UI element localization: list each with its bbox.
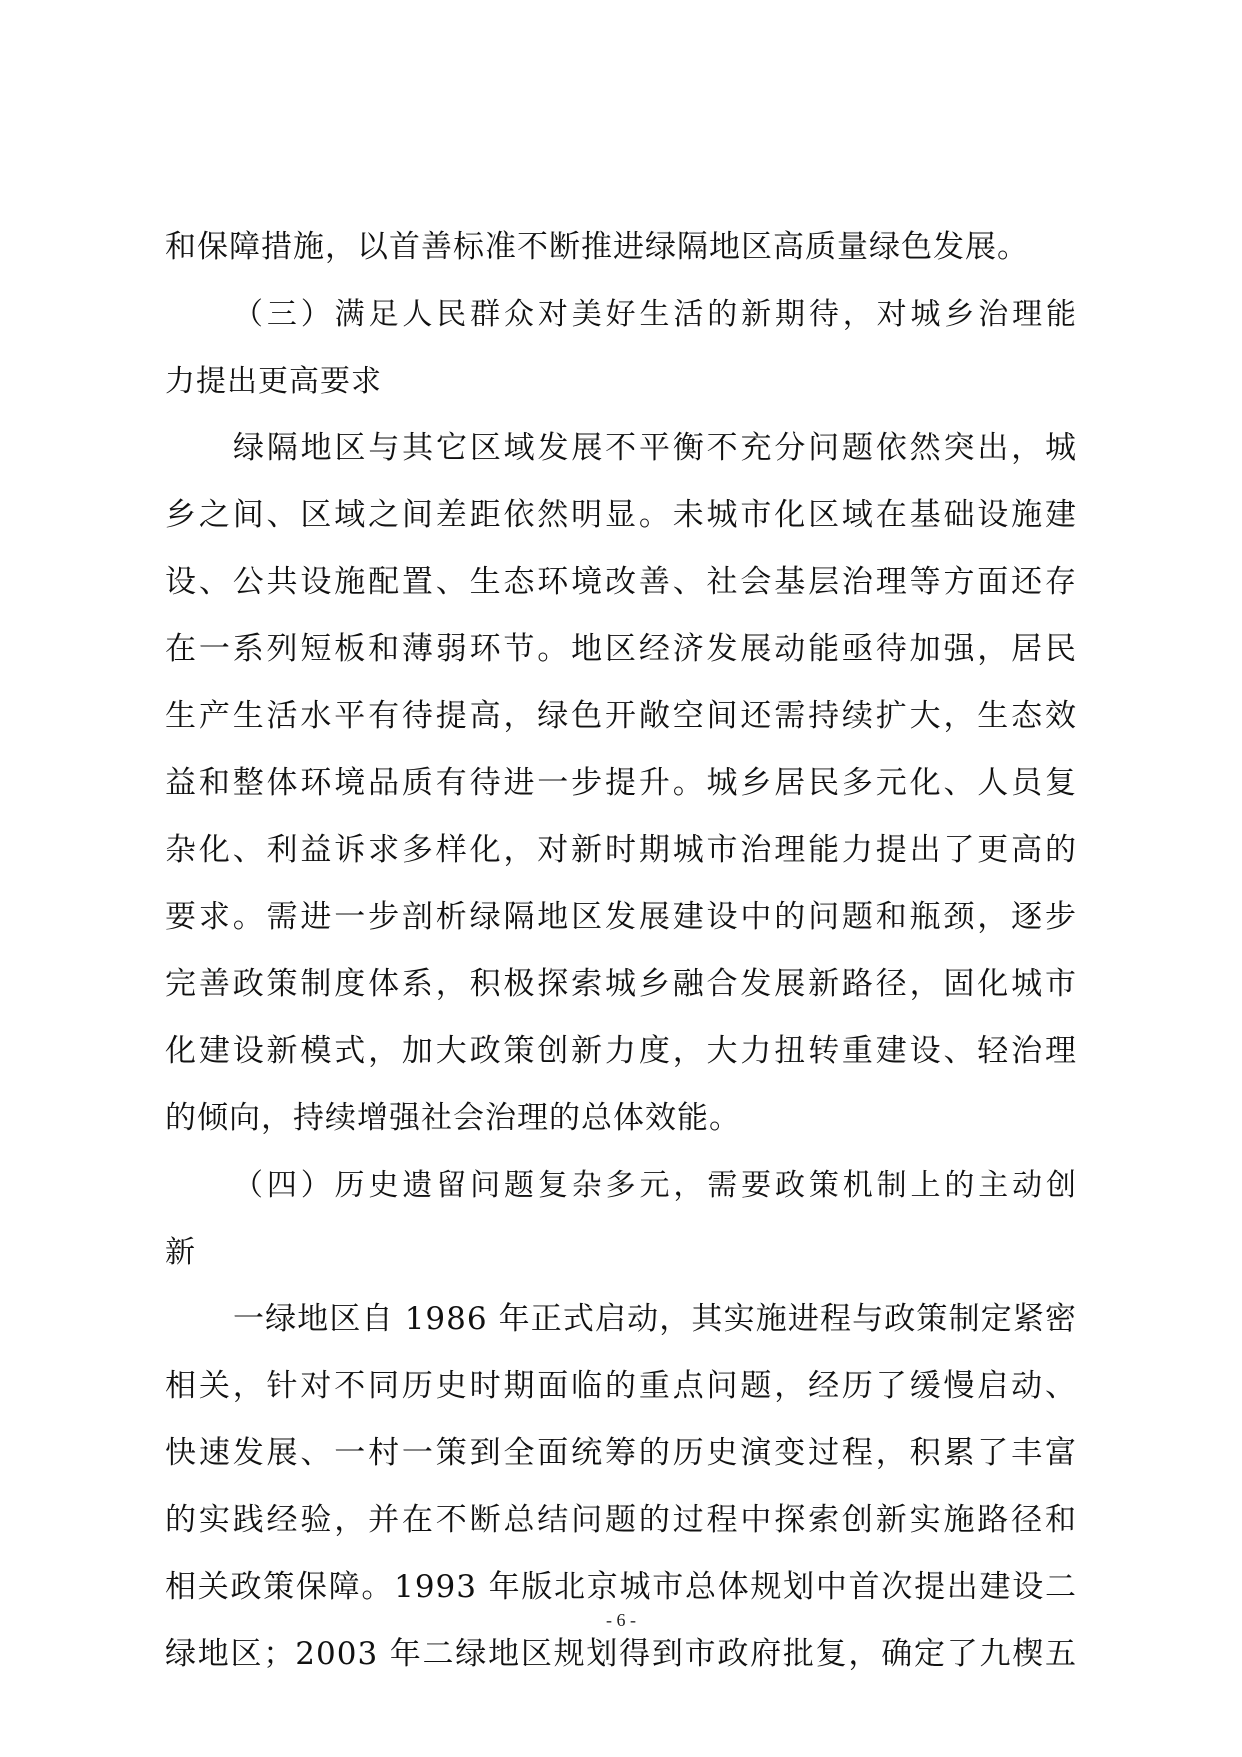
page-number: - 6 -	[606, 1610, 636, 1630]
paragraph-line: 快速发展、一村一策到全面统筹的历史演变过程，积累了丰富	[165, 1435, 1077, 1471]
paragraph-line: 要求。需进一步剖析绿隔地区发展建设中的问题和瓶颈，逐步	[165, 899, 1077, 935]
section-heading-line: （三）满足人民群众对美好生活的新期待，对城乡治理能	[233, 297, 1077, 332]
body-text	[165, 214, 1077, 1688]
paragraph-line: 一绿地区自 1986 年正式启动，其实施进程与政策制定紧密	[233, 1301, 1077, 1337]
paragraph-line: 绿隔地区与其它区域发展不平衡不充分问题依然突出，城	[233, 430, 1077, 466]
paragraph-line: 化建设新模式，加大政策创新力度，大力扭转重建设、轻治理	[165, 1033, 1077, 1069]
paragraph-line: 相关，针对不同历史时期面临的重点问题，经历了缓慢启动、	[165, 1368, 1077, 1404]
paragraph-line: 完善政策制度体系，积极探索城乡融合发展新路径，固化城市	[165, 966, 1077, 1002]
section-heading-line: 力提出更高要求	[165, 364, 382, 399]
paragraph-line: 在一系列短板和薄弱环节。地区经济发展动能亟待加强，居民	[165, 631, 1077, 667]
section-heading-line: 新	[165, 1235, 196, 1270]
section-heading-line: （四）历史遗留问题复杂多元，需要政策机制上的主动创	[233, 1168, 1077, 1203]
paragraph-line: 益和整体环境品质有待进一步提升。城乡居民多元化、人员复	[165, 765, 1077, 801]
paragraph-line: 杂化、利益诉求多样化，对新时期城市治理能力提出了更高的	[165, 832, 1077, 868]
paragraph-line: 相关政策保障。1993 年版北京城市总体规划中首次提出建设二	[165, 1569, 1077, 1605]
paragraph-line: 和保障措施，以首善标准不断推进绿隔地区高质量绿色发展。	[165, 229, 1029, 265]
paragraph-line: 的倾向，持续增强社会治理的总体效能。	[165, 1100, 741, 1136]
paragraph-line: 生产生活水平有待提高，绿色开敞空间还需持续扩大，生态效	[165, 698, 1077, 734]
paragraph-line: 乡之间、区域之间差距依然明显。未城市化区域在基础设施建	[165, 497, 1077, 533]
paragraph-line: 的实践经验，并在不断总结问题的过程中探索创新实施路径和	[165, 1502, 1077, 1538]
paragraph-line: 绿地区；2003 年二绿地区规划得到市政府批复，确定了九楔五	[165, 1636, 1077, 1672]
paragraph-line: 设、公共设施配置、生态环境改善、社会基层治理等方面还存	[165, 564, 1077, 600]
